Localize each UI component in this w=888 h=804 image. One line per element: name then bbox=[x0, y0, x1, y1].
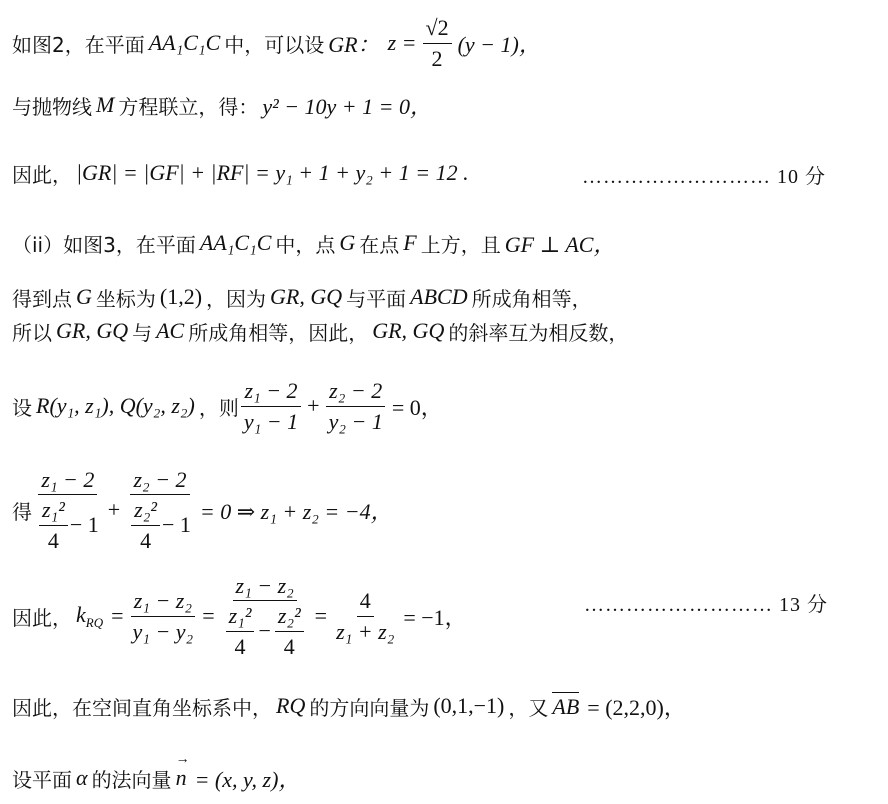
operator: = bbox=[202, 603, 215, 628]
text: 方程联立，得： bbox=[118, 94, 259, 119]
math: y² − 10y + 1 = 0， bbox=[262, 93, 432, 119]
math: α bbox=[76, 765, 88, 790]
text: 所成角相等，因此， bbox=[188, 320, 369, 345]
numerator: z₁ − 2 bbox=[38, 467, 97, 495]
math: = (2,2,0)， bbox=[587, 694, 686, 720]
math: AA₁C₁C bbox=[148, 30, 221, 55]
score-13: ……………………… 13 分 bbox=[584, 594, 828, 616]
line-1 bbox=[12, 15, 545, 71]
denominator: 4 bbox=[140, 527, 152, 553]
text: 所成角相等， bbox=[471, 286, 592, 311]
text: 因此， bbox=[12, 162, 72, 187]
math: − 1 bbox=[69, 512, 99, 538]
numerator: z₁ − 2 bbox=[241, 378, 300, 406]
operator: − bbox=[258, 618, 271, 644]
math: AC bbox=[156, 318, 185, 343]
text: 与平面 bbox=[346, 286, 407, 311]
text: 与抛物线 bbox=[12, 94, 92, 119]
denominator: 4 bbox=[283, 633, 295, 659]
denominator: 2 bbox=[431, 45, 443, 71]
numerator: 4 bbox=[357, 588, 374, 616]
subscript: RQ bbox=[85, 614, 104, 630]
math: G bbox=[339, 230, 356, 255]
line-10 bbox=[12, 690, 690, 722]
text: 坐标为 bbox=[95, 286, 156, 311]
operator: = bbox=[111, 603, 124, 628]
numerator: √2 bbox=[423, 15, 452, 43]
math: ABCD bbox=[410, 284, 468, 309]
text: 得到点 bbox=[12, 286, 72, 311]
line-8 bbox=[12, 462, 397, 558]
text: 的斜率互为相反数， bbox=[448, 320, 629, 345]
denominator: y₁ − 1 bbox=[243, 408, 299, 434]
math: F bbox=[403, 230, 417, 255]
numerator: z₁² bbox=[226, 603, 255, 631]
denominator: y₁ − y₂ bbox=[132, 618, 194, 644]
math bbox=[76, 602, 103, 631]
math: GR： bbox=[328, 31, 380, 57]
text: 中，可以设 bbox=[224, 32, 325, 57]
operator: + bbox=[307, 393, 320, 418]
math: = 0 ⇒ z₁ + z₂ = −4， bbox=[199, 498, 393, 524]
math: = −1， bbox=[403, 604, 467, 630]
inner-fraction bbox=[226, 603, 255, 659]
math: AA₁C₁C bbox=[199, 230, 272, 255]
fraction bbox=[130, 588, 197, 644]
text: 得 bbox=[12, 499, 32, 524]
vector-ab: AB bbox=[552, 694, 580, 719]
numerator: z₁² bbox=[39, 497, 68, 525]
text: 因此，在空间直角坐标系中， bbox=[12, 695, 272, 720]
math: GR, GQ bbox=[56, 318, 129, 343]
math: |GR| = |GF| + |RF| = y₁ + 1 + y₂ + 1 = 12 . bbox=[76, 160, 469, 185]
math: GR, GQ bbox=[270, 284, 343, 309]
math: (0,1,−1) bbox=[433, 693, 505, 718]
math: GR, GQ bbox=[372, 318, 445, 343]
numerator: z₂ − 2 bbox=[326, 378, 385, 406]
math: (1,2) bbox=[159, 284, 203, 309]
line-9 bbox=[12, 568, 471, 664]
denominator bbox=[221, 601, 309, 659]
text: 如图2，在平面 bbox=[12, 32, 145, 57]
line-6 bbox=[12, 316, 628, 346]
fraction bbox=[423, 15, 452, 71]
numerator: z₁ − z₂ bbox=[233, 573, 297, 601]
denominator: z₁ + z₂ bbox=[336, 618, 395, 644]
numerator: z₁ − z₂ bbox=[131, 588, 195, 616]
text: 因此， bbox=[12, 605, 72, 630]
text: （ii）如图3，在平面 bbox=[12, 232, 196, 257]
math: M bbox=[96, 92, 115, 117]
line-3 bbox=[12, 158, 473, 188]
text: ，则 bbox=[198, 395, 239, 420]
math: RQ bbox=[276, 693, 306, 718]
text: ，又 bbox=[508, 695, 549, 720]
denominator: 4 bbox=[234, 633, 246, 659]
line-11 bbox=[12, 762, 304, 794]
text: 所以 bbox=[12, 320, 52, 345]
operator: = bbox=[314, 603, 328, 628]
text: 的方向向量为 bbox=[309, 695, 430, 720]
denominator: 4 bbox=[47, 527, 59, 553]
fraction bbox=[126, 467, 194, 553]
text: 设平面 bbox=[12, 767, 72, 792]
fraction bbox=[326, 378, 386, 434]
operator: + bbox=[107, 497, 121, 522]
fraction bbox=[241, 378, 301, 434]
text: 在点 bbox=[359, 232, 400, 257]
inner-fraction bbox=[39, 497, 68, 553]
math: = 0， bbox=[391, 394, 443, 420]
fraction bbox=[34, 467, 102, 553]
fraction bbox=[221, 573, 309, 659]
math: GF ⊥ AC， bbox=[504, 231, 616, 257]
denominator: y₂ − 1 bbox=[328, 408, 383, 434]
math: = (x, y, z)， bbox=[194, 766, 301, 792]
text: ，因为 bbox=[206, 286, 267, 311]
text: 上方，且 bbox=[420, 232, 501, 257]
numerator: z₂² bbox=[275, 603, 304, 631]
math: R(y₁, z₁), Q(y₂, z₂) bbox=[36, 393, 195, 418]
numerator: z₂ − 2 bbox=[130, 467, 189, 495]
math: (y − 1)， bbox=[457, 31, 541, 57]
vector-n: → n bbox=[176, 765, 187, 791]
math: G bbox=[76, 284, 92, 309]
line-4 bbox=[12, 228, 619, 258]
numerator: z₂² bbox=[131, 497, 160, 525]
text: 设 bbox=[12, 395, 32, 420]
denominator bbox=[34, 495, 102, 553]
denominator bbox=[126, 495, 194, 553]
inner-fraction bbox=[275, 603, 304, 659]
line-7 bbox=[12, 374, 447, 438]
text: 中，点 bbox=[275, 232, 336, 257]
line-5 bbox=[12, 282, 592, 312]
inner-fraction bbox=[131, 497, 160, 553]
math: − 1 bbox=[161, 512, 191, 538]
line-2 bbox=[12, 90, 436, 120]
k-symbol: k bbox=[76, 601, 86, 627]
text: 与 bbox=[132, 320, 153, 345]
score-10: ……………………… 10 分 bbox=[582, 166, 826, 188]
text: 的法向量 bbox=[91, 767, 172, 792]
math: z = bbox=[387, 30, 417, 55]
fraction bbox=[333, 588, 397, 644]
